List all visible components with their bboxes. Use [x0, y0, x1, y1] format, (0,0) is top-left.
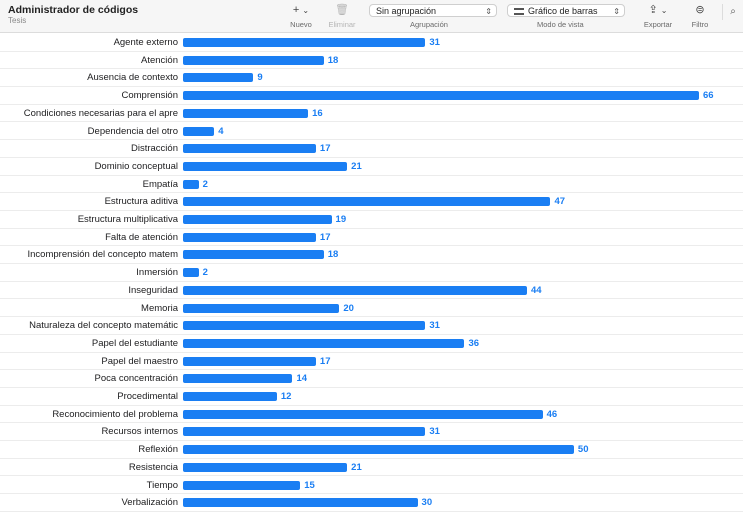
category-label: Incomprensión del concepto matem	[27, 249, 178, 261]
chart-row[interactable]	[0, 477, 743, 495]
view-mode-value: Gráfico de barras	[528, 6, 598, 16]
chart-row[interactable]	[0, 105, 743, 123]
search-button[interactable]	[722, 4, 743, 20]
value-label: 30	[421, 497, 433, 509]
category-label: Papel del maestro	[101, 355, 178, 367]
value-label: 2	[202, 178, 208, 190]
export-label: Exportar	[643, 20, 673, 29]
grouping-select[interactable]	[369, 4, 497, 17]
category-label: Naturaleza del concepto matemátic	[29, 320, 178, 332]
value-label: 44	[531, 284, 542, 296]
value-label: 17	[319, 231, 331, 243]
chart-row[interactable]	[0, 246, 743, 264]
chart-row[interactable]	[0, 87, 743, 105]
chevron-down-icon: ⌄	[660, 6, 668, 15]
value-label: 17	[319, 355, 331, 367]
value-label: 18	[327, 54, 339, 66]
bar[interactable]	[183, 162, 347, 171]
bar[interactable]	[183, 268, 199, 277]
new-label: Nuevo	[290, 20, 312, 29]
category-label: Ausencia de contexto	[87, 72, 178, 84]
toolbar	[0, 0, 743, 33]
value-label: 18	[327, 249, 339, 261]
value-label: 20	[343, 302, 354, 314]
category-label: Recursos internos	[101, 426, 178, 438]
bar[interactable]	[183, 250, 324, 259]
value-label: 9	[257, 72, 263, 84]
trash-icon: 🗑	[335, 4, 349, 16]
chart-row[interactable]	[0, 494, 743, 512]
value-label: 21	[351, 461, 362, 473]
chart-row[interactable]	[0, 176, 743, 194]
category-label: Inmersión	[136, 267, 178, 279]
bar[interactable]	[183, 410, 543, 419]
category-label: Procedimental	[117, 391, 178, 402]
chart-row[interactable]	[0, 282, 743, 300]
chart-row[interactable]	[0, 300, 743, 318]
filter-button[interactable]	[687, 3, 713, 29]
bar[interactable]	[183, 144, 316, 153]
value-label: 15	[304, 479, 315, 491]
value-label: 16	[312, 107, 323, 119]
bar[interactable]	[183, 127, 214, 136]
bar[interactable]	[183, 233, 316, 242]
bar[interactable]	[183, 304, 339, 313]
bar[interactable]	[183, 215, 332, 224]
chart-row[interactable]	[0, 140, 743, 158]
chart-row[interactable]	[0, 158, 743, 176]
plus-icon: +	[292, 4, 300, 16]
bar[interactable]	[183, 374, 292, 383]
value-label: 36	[468, 337, 480, 349]
category-label: Resistencia	[128, 461, 178, 473]
bar[interactable]	[183, 73, 253, 82]
bar[interactable]	[183, 56, 324, 65]
chart-row[interactable]	[0, 52, 743, 70]
bar[interactable]	[183, 339, 464, 348]
value-label: 31	[429, 320, 440, 332]
value-label: 31	[429, 37, 440, 48]
view-mode-select[interactable]	[507, 4, 625, 17]
search-icon: ⌕	[730, 6, 736, 17]
project-subtitle: Tesis	[8, 16, 27, 25]
delete-button[interactable]	[322, 3, 362, 29]
bar-chart	[0, 34, 743, 516]
app-title: Administrador de códigos	[8, 4, 139, 16]
chart-row[interactable]	[0, 335, 743, 353]
bar[interactable]	[183, 286, 527, 295]
category-label: Comprensión	[121, 90, 178, 102]
chart-row[interactable]	[0, 388, 743, 406]
category-label: Dominio conceptual	[94, 160, 178, 172]
category-label: Memoria	[141, 302, 178, 314]
filter-icon: ⊜	[695, 4, 705, 16]
value-label: 31	[429, 426, 440, 438]
bar[interactable]	[183, 392, 277, 401]
bar[interactable]	[183, 481, 300, 490]
filter-label: Filtro	[691, 20, 709, 29]
bar[interactable]	[183, 445, 574, 454]
value-label: 4	[218, 125, 224, 137]
category-label: Reconocimiento del problema	[52, 408, 178, 420]
value-label: 50	[577, 444, 589, 456]
chart-row[interactable]	[0, 69, 743, 87]
chart-row[interactable]	[0, 229, 743, 247]
chart-row[interactable]	[0, 441, 743, 459]
chart-row[interactable]	[0, 211, 743, 229]
new-code-button[interactable]	[283, 3, 319, 29]
category-label: Atención	[141, 54, 178, 66]
chart-row[interactable]	[0, 459, 743, 477]
category-label: Dependencia del otro	[87, 125, 178, 137]
delete-label: Eliminar	[328, 20, 356, 29]
value-label: 19	[335, 214, 347, 225]
value-label: 17	[319, 143, 331, 155]
bar[interactable]	[183, 91, 699, 100]
chart-row[interactable]	[0, 193, 743, 211]
category-label: Distracción	[131, 143, 178, 155]
bar[interactable]	[183, 38, 425, 47]
value-label: 2	[202, 267, 208, 279]
category-label: Inseguridad	[128, 284, 178, 296]
category-label: Tiempo	[146, 479, 178, 491]
category-label: Estructura multiplicativa	[77, 214, 178, 225]
updown-chevron-icon: ⇕	[613, 7, 620, 16]
category-label: Falta de atención	[105, 231, 178, 243]
bar[interactable]	[183, 427, 425, 436]
category-label: Condiciones necesarias para el apre	[23, 107, 178, 119]
chart-row[interactable]	[0, 423, 743, 441]
chart-row[interactable]	[0, 353, 743, 371]
chart-row[interactable]	[0, 264, 743, 282]
category-label: Estructura aditiva	[104, 196, 178, 208]
bar[interactable]	[183, 109, 308, 118]
bar[interactable]	[183, 321, 425, 330]
chart-row[interactable]	[0, 370, 743, 388]
category-label: Verbalización	[121, 497, 178, 509]
value-label: 66	[703, 90, 714, 102]
value-label: 21	[351, 160, 362, 172]
view-mode-label: Modo de vista	[537, 20, 584, 29]
chart-row[interactable]	[0, 34, 743, 52]
export-button[interactable]	[638, 3, 678, 29]
chart-row[interactable]	[0, 406, 743, 424]
category-label: Poca concentración	[94, 373, 178, 385]
bar[interactable]	[183, 180, 199, 189]
bar[interactable]	[183, 498, 418, 507]
bar[interactable]	[183, 463, 347, 472]
bar[interactable]	[183, 357, 316, 366]
chart-row[interactable]	[0, 317, 743, 335]
grouping-label: Agrupación	[410, 20, 448, 29]
value-label: 47	[554, 196, 566, 208]
share-icon: ⇪	[648, 4, 658, 16]
value-label: 14	[296, 373, 308, 385]
value-label: 46	[546, 408, 558, 420]
chart-row[interactable]	[0, 123, 743, 141]
category-label: Agente externo	[113, 37, 178, 48]
category-label: Reflexión	[138, 444, 178, 456]
category-label: Papel del estudiante	[91, 337, 178, 349]
value-label: 12	[280, 391, 292, 402]
category-label: Empatía	[142, 178, 178, 190]
chevron-down-icon: ⌄	[302, 6, 310, 15]
bar[interactable]	[183, 197, 550, 206]
grouping-value: Sin agrupación	[376, 6, 437, 16]
updown-chevron-icon: ⇕	[485, 7, 492, 16]
bar-chart-icon	[514, 8, 524, 15]
